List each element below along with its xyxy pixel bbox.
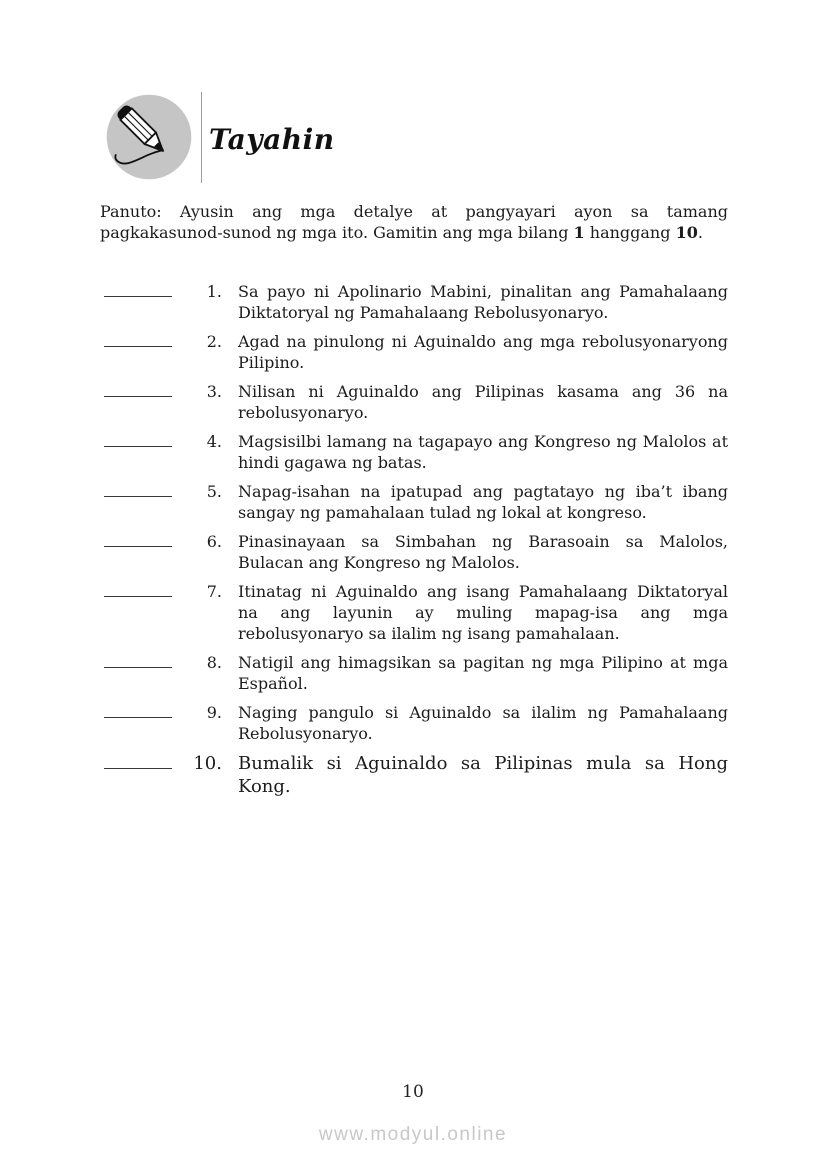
- answer-blank-10: [104, 752, 172, 769]
- list-item: [100, 652, 728, 694]
- answer-blank-5: [104, 481, 172, 497]
- answer-blank-1: [104, 281, 172, 297]
- answer-blank-3: [104, 381, 172, 397]
- watermark: www.modyul.online: [318, 1124, 508, 1145]
- item-number: 3.: [206, 382, 222, 401]
- instructions-text: [100, 201, 728, 243]
- list-item: [100, 431, 728, 473]
- instructions-bold-1: 1: [573, 223, 585, 242]
- answer-blank-8: [104, 652, 172, 668]
- answer-blank-7: [104, 581, 172, 597]
- sequencing-list: [100, 281, 728, 806]
- item-text: Magsisilbi lamang na tagapayo ang Kongreso ng Malolos at hindi gagawa ng batas.: [238, 432, 728, 472]
- item-number: 5.: [206, 482, 222, 501]
- item-text: Naging pangulo si Aguinaldo sa ilalim ng Pamahalaang Rebolusyonaryo.: [238, 703, 728, 743]
- item-number: 4.: [206, 432, 222, 451]
- instructions-part3: .: [697, 223, 703, 242]
- page-title: Tayahin: [209, 123, 335, 156]
- instructions-part1: Panuto: Ayusin ang mga detalye at pangyayari ayon sa tamang pagkakasunod-sunod ng mga ito. Gamitin ang mga bilang: [100, 202, 728, 242]
- item-text: Sa payo ni Apolinario Mabini, pinalitan ang Pamahalaang Diktatoryal ng Pamahalaang Rebolusyonaryo.: [238, 282, 728, 322]
- item-text: Itinatag ni Aguinaldo ang isang Pamahalaang Diktatoryal na ang layunin ay muling mapag-isa ang mga rebolusyonaryo sa ilalim ng isang pamahalaan.: [238, 582, 728, 643]
- answer-blank-9: [104, 702, 172, 718]
- list-item: [100, 752, 728, 798]
- list-item: [100, 331, 728, 373]
- instructions-part2: hanggang: [584, 223, 676, 242]
- header-divider: [201, 92, 202, 183]
- list-item: [100, 702, 728, 744]
- item-text: Agad na pinulong ni Aguinaldo ang mga rebolusyonaryong Pilipino.: [238, 332, 728, 372]
- page-number: 10: [402, 1082, 424, 1102]
- item-number: 10.: [193, 753, 222, 774]
- item-text: Pinasinayaan sa Simbahan ng Barasoain sa Malolos, Bulacan ang Kongreso ng Malolos.: [238, 532, 728, 572]
- list-item: [100, 581, 728, 644]
- item-number: 9.: [206, 703, 222, 722]
- item-text: Natigil ang himagsikan sa pagitan ng mga Pilipino at mga Español.: [238, 653, 728, 693]
- item-text: Bumalik si Aguinaldo sa Pilipinas mula sa Hong Kong.: [238, 753, 728, 797]
- list-item: [100, 481, 728, 523]
- pencil-icon: [104, 92, 194, 182]
- list-item: [100, 281, 728, 323]
- item-text: Napag-isahan na ipatupad ang pagtatayo ng iba’t ibang sangay ng pamahalaan tulad ng lokal at kongreso.: [238, 482, 728, 522]
- instructions-bold-10: 10: [675, 223, 698, 242]
- item-number: 1.: [206, 282, 222, 301]
- answer-blank-4: [104, 431, 172, 447]
- list-item: [100, 381, 728, 423]
- item-number: 6.: [206, 532, 222, 551]
- answer-blank-2: [104, 331, 172, 347]
- item-number: 8.: [206, 653, 222, 672]
- item-number: 2.: [206, 332, 222, 351]
- item-number: 7.: [206, 582, 222, 601]
- item-text: Nilisan ni Aguinaldo ang Pilipinas kasama ang 36 na rebolusyonaryo.: [238, 382, 728, 422]
- list-item: [100, 531, 728, 573]
- answer-blank-6: [104, 531, 172, 547]
